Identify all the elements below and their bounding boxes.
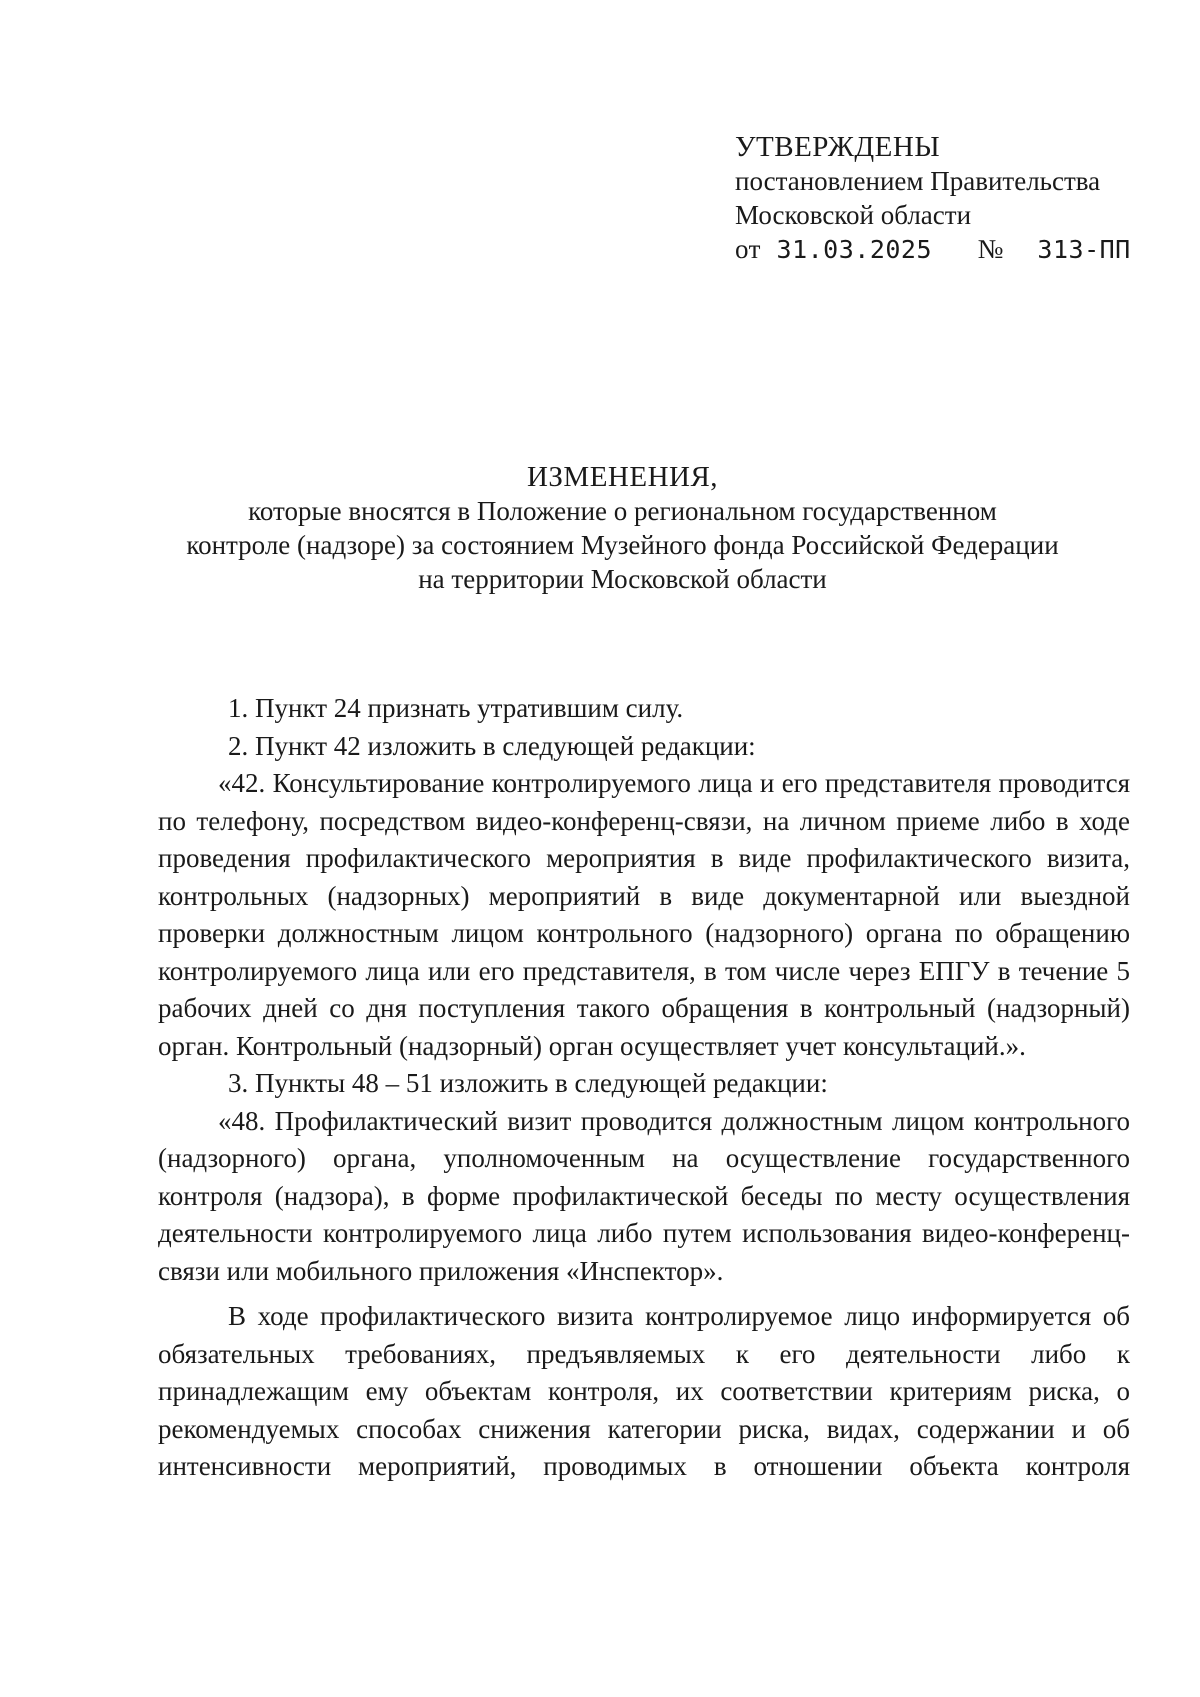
date-prefix: от: [735, 234, 761, 264]
heading-line-3: на территории Московской области: [418, 564, 827, 594]
document-heading: [150, 460, 1095, 596]
approval-number: 313-ПП: [1037, 235, 1131, 264]
list-item-3: 3. Пункты 48 – 51 изложить в следующей редакции:: [228, 1068, 828, 1098]
approval-line-1: постановлением Правительства: [735, 166, 1101, 196]
number-sign: №: [977, 234, 1004, 264]
approval-date-line: [735, 232, 1131, 267]
approval-stamp: [735, 130, 1131, 267]
approval-line-2: Московской области: [735, 200, 972, 230]
quoted-paragraph-48: «48. Профилактический визит проводится должностным лицом контрольного (надзорного) органа, уполномоченным на осуществление государственного контроля (надзора), в форме профилактической беседы по месту осуществления деятельности контролируемого лица либо путем использования видео-конференц-связи или мобильного приложения «Инспектор».: [158, 1105, 1130, 1286]
paragraph-visit: В ходе профилактического визита контролируемое лицо информируется об обязательных требованиях, предъявляемых к его деятельности либо к принадлежащим ему объектам контроля, их соответствии критериям риска, о рекомендуемых способах снижения категории риска, видах, содержании и об интенсивности мероприятий, проводимых в отношении объекта контроля: [158, 1301, 1130, 1481]
approval-date: 31.03.2025: [776, 235, 933, 264]
list-item-1: 1. Пункт 24 признать утратившим силу.: [228, 693, 684, 723]
approval-title: УТВЕРЖДЕНЫ: [735, 131, 941, 163]
document-body: [158, 690, 1130, 1486]
heading-title: ИЗМЕНЕНИЯ,: [526, 461, 719, 493]
heading-line-1: которые вносятся в Положение о региональном государственном: [248, 496, 997, 526]
list-item-2: 2. Пункт 42 изложить в следующей редакции:: [228, 730, 756, 761]
heading-line-2: контроле (надзоре) за состоянием Музейного фонда Российской Федерации: [186, 530, 1059, 560]
quoted-paragraph-42: «42. Консультирование контролируемого лица и его представителя проводится по телефону, посредством видео-конференц-связи, на личном приеме либо в ходе проведения профилактического мероприятия в виде профилактического визита, контрольных (надзорных) мероприятий в виде документарной или выездной проверки должностным лицом контрольного (надзорного) органа по обращению контролируемого лица или его представителя, в том числе через ЕПГУ в течение 5 рабочих дней со дня поступления такого обращения в контрольный (надзорный) орган. Контрольный (надзорный) орган осуществляет учет консультаций.».: [158, 768, 1130, 1061]
